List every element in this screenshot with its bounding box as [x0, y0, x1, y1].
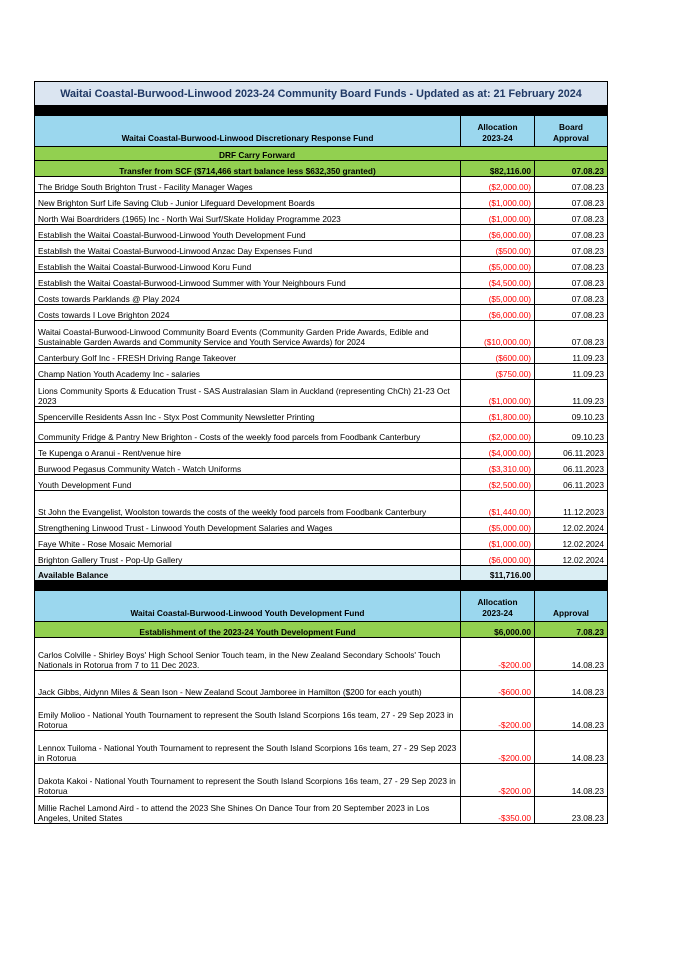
drf-row-amount: ($5,000.00) [461, 257, 535, 273]
ydf-row-amount: -$350.00 [461, 797, 535, 824]
drf-row-date: 11.09.23 [535, 364, 608, 380]
drf-row-date: 12.02.2024 [535, 518, 608, 534]
drf-row-amount: ($3,310.00) [461, 459, 535, 475]
ydf-row-amount: -$600.00 [461, 671, 535, 698]
divider [35, 581, 608, 591]
drf-row-date: 07.08.23 [535, 241, 608, 257]
ydf-row [35, 731, 608, 764]
drf-row-date: 11.09.23 [535, 348, 608, 364]
drf-row-description: Waitai Coastal-Burwood-Linwood Community Board Events (Community Garden Pride Awards, Edible and Sustainable Garden Awards and Community Service and Youth Service Awards) for 2024 [35, 321, 461, 348]
ydf-row-description: Lennox Tuiloma - National Youth Tournament to represent the South Island Scorpions 16s team, 27 - 29 Sep 2023 in Rotorua [35, 731, 461, 764]
drf-row-date: 07.08.23 [535, 209, 608, 225]
ydf-row-description: Millie Rachel Lamond Aird - to attend the 2023 She Shines On Dance Tour from 20 September 2023 in Los Angeles, United States [35, 797, 461, 824]
drf-row [35, 534, 608, 550]
drf-row-date: 07.08.23 [535, 225, 608, 241]
ydf-row-amount: -$200.00 [461, 731, 535, 764]
drf-carry-forward: DRF Carry Forward [35, 147, 608, 161]
drf-row [35, 348, 608, 364]
drf-row-description: Faye White - Rose Mosaic Memorial [35, 534, 461, 550]
drf-transfer-date: 07.08.23 [535, 161, 608, 177]
drf-row-description: St John the Evangelist, Woolston towards the costs of the weekly food parcels from Foodbank Canterbury [35, 491, 461, 518]
funds-table [34, 81, 608, 824]
drf-row [35, 273, 608, 289]
drf-row-description: Youth Development Fund [35, 475, 461, 491]
ydf-row [35, 698, 608, 731]
drf-row-amount: ($600.00) [461, 348, 535, 364]
drf-row-date: 07.08.23 [535, 289, 608, 305]
drf-row [35, 289, 608, 305]
drf-row [35, 443, 608, 459]
ydf-header-approval: Approval [535, 591, 608, 622]
drf-row-amount: ($1,000.00) [461, 209, 535, 225]
drf-row-date: 09.10.23 [535, 423, 608, 443]
ydf-row-date: 14.08.23 [535, 731, 608, 764]
ydf-row [35, 764, 608, 797]
drf-row [35, 209, 608, 225]
drf-row-amount: ($1,000.00) [461, 380, 535, 407]
drf-row-description: Champ Nation Youth Academy Inc - salaries [35, 364, 461, 380]
drf-row-date: 09.10.23 [535, 407, 608, 423]
drf-row-description: Lions Community Sports & Education Trust - SAS Australasian Slam in Auckland (representing ChCh) 21-23 Oct 2023 [35, 380, 461, 407]
drf-row-description: Establish the Waitai Coastal-Burwood-Linwood Youth Development Fund [35, 225, 461, 241]
drf-row-amount: ($2,000.00) [461, 423, 535, 443]
ydf-establish-date: 7.08.23 [535, 622, 608, 638]
drf-row [35, 177, 608, 193]
drf-row-description: Establish the Waitai Coastal-Burwood-Linwood Summer with Your Neighbours Fund [35, 273, 461, 289]
drf-row [35, 475, 608, 491]
drf-row [35, 305, 608, 321]
ydf-header-name: Waitai Coastal-Burwood-Linwood Youth Development Fund [35, 591, 461, 622]
drf-row-amount: ($4,500.00) [461, 273, 535, 289]
drf-row-date: 12.02.2024 [535, 550, 608, 566]
drf-row [35, 518, 608, 534]
ydf-row-amount: -$200.00 [461, 764, 535, 797]
balance-label: Available Balance [35, 566, 461, 581]
drf-row-date: 07.08.23 [535, 321, 608, 348]
drf-row-amount: ($5,000.00) [461, 518, 535, 534]
drf-row [35, 407, 608, 423]
drf-row [35, 321, 608, 348]
drf-row-date: 07.08.23 [535, 305, 608, 321]
ydf-row-amount: -$200.00 [461, 698, 535, 731]
drf-row-amount: ($1,000.00) [461, 193, 535, 209]
drf-row-description: Brighton Gallery Trust - Pop-Up Gallery [35, 550, 461, 566]
ydf-row-amount: -$200.00 [461, 638, 535, 671]
ydf-establish-label: Establishment of the 2023-24 Youth Development Fund [35, 622, 461, 638]
ydf-row-date: 14.08.23 [535, 638, 608, 671]
drf-row-description: Burwood Pegasus Community Watch - Watch Uniforms [35, 459, 461, 475]
drf-row-date: 07.08.23 [535, 257, 608, 273]
drf-row [35, 364, 608, 380]
drf-row-description: Spencerville Residents Assn Inc - Styx Post Community Newsletter Printing [35, 407, 461, 423]
report-title: Waitai Coastal-Burwood-Linwood 2023-24 Community Board Funds - Updated as at: 21 February 2024 [35, 82, 608, 106]
drf-header-approval: Board Approval [535, 116, 608, 147]
drf-row-amount: ($2,500.00) [461, 475, 535, 491]
ydf-row-date: 14.08.23 [535, 698, 608, 731]
ydf-row [35, 638, 608, 671]
ydf-row-date: 23.08.23 [535, 797, 608, 824]
drf-row-description: Canterbury Golf Inc - FRESH Driving Range Takeover [35, 348, 461, 364]
drf-header-allocation: Allocation 2023-24 [461, 116, 535, 147]
drf-row-amount: ($1,800.00) [461, 407, 535, 423]
drf-row-date: 06.11.2023 [535, 443, 608, 459]
drf-row-amount: ($6,000.00) [461, 305, 535, 321]
drf-row-amount: ($750.00) [461, 364, 535, 380]
drf-row-date: 07.08.23 [535, 273, 608, 289]
drf-row-description: Establish the Waitai Coastal-Burwood-Linwood Anzac Day Expenses Fund [35, 241, 461, 257]
drf-header-name: Waitai Coastal-Burwood-Linwood Discretionary Response Fund [35, 116, 461, 147]
drf-row-amount: ($4,000.00) [461, 443, 535, 459]
ydf-row-description: Dakota Kakoi - National Youth Tournament to represent the South Island Scorpions 16s team, 27 - 29 Sep 2023 in Rotorua [35, 764, 461, 797]
drf-row-description: Costs towards I Love Brighton 2024 [35, 305, 461, 321]
divider [35, 106, 608, 116]
drf-row-description: Te Kupenga o Aranui - Rent/venue hire [35, 443, 461, 459]
drf-row [35, 193, 608, 209]
drf-row-date: 11.09.23 [535, 380, 608, 407]
drf-row-amount: ($1,000.00) [461, 534, 535, 550]
drf-row-description: New Brighton Surf Life Saving Club - Junior Lifeguard Development Boards [35, 193, 461, 209]
ydf-row-date: 14.08.23 [535, 764, 608, 797]
drf-row-description: Community Fridge & Pantry New Brighton - Costs of the weekly food parcels from Foodbank Canterbury [35, 423, 461, 443]
drf-row [35, 459, 608, 475]
drf-row-amount: ($6,000.00) [461, 225, 535, 241]
drf-row-date: 07.08.23 [535, 193, 608, 209]
drf-row [35, 380, 608, 407]
ydf-header-allocation: Allocation 2023-24 [461, 591, 535, 622]
drf-row [35, 225, 608, 241]
drf-row [35, 550, 608, 566]
drf-row-date: 06.11.2023 [535, 475, 608, 491]
ydf-row [35, 671, 608, 698]
ydf-establish-amount: $6,000.00 [461, 622, 535, 638]
drf-row-amount: ($6,000.00) [461, 550, 535, 566]
drf-row-description: Establish the Waitai Coastal-Burwood-Linwood Koru Fund [35, 257, 461, 273]
drf-row-amount: ($500.00) [461, 241, 535, 257]
drf-row-description: The Bridge South Brighton Trust - Facility Manager Wages [35, 177, 461, 193]
ydf-row-description: Emily Molioo - National Youth Tournament to represent the South Island Scorpions 16s team, 27 - 29 Sep 2023 in Rotorua [35, 698, 461, 731]
drf-transfer-label: Transfer from SCF ($714,466 start balance less $632,350 granted) [35, 161, 461, 177]
drf-row-date: 12.02.2024 [535, 534, 608, 550]
drf-row-description: Strengthening Linwood Trust - Linwood Youth Development Salaries and Wages [35, 518, 461, 534]
drf-row-amount: ($10,000.00) [461, 321, 535, 348]
drf-row [35, 257, 608, 273]
ydf-row-date: 14.08.23 [535, 671, 608, 698]
drf-row-amount: ($2,000.00) [461, 177, 535, 193]
drf-row [35, 423, 608, 443]
drf-row-description: North Wai Boardriders (1965) Inc - North Wai Surf/Skate Holiday Programme 2023 [35, 209, 461, 225]
ydf-row-description: Jack Gibbs, Aidynn Miles & Sean Ison - New Zealand Scout Jamboree in Hamilton ($200 for each youth) [35, 671, 461, 698]
drf-row-date: 11.12.2023 [535, 491, 608, 518]
drf-row-amount: ($5,000.00) [461, 289, 535, 305]
ydf-row [35, 797, 608, 824]
drf-transfer-amount: $82,116.00 [461, 161, 535, 177]
drf-row [35, 491, 608, 518]
drf-row-date: 07.08.23 [535, 177, 608, 193]
drf-row-date: 06.11.2023 [535, 459, 608, 475]
balance-empty [535, 566, 608, 581]
drf-row-amount: ($1,440.00) [461, 491, 535, 518]
drf-row [35, 241, 608, 257]
balance-amount: $11,716.00 [461, 566, 535, 581]
drf-row-description: Costs towards Parklands @ Play 2024 [35, 289, 461, 305]
ydf-row-description: Carlos Colville - Shirley Boys' High School Senior Touch team, in the New Zealand Secondary Schools' Touch Nationals in Rotorua from 7 to 11 Dec 2023. [35, 638, 461, 671]
